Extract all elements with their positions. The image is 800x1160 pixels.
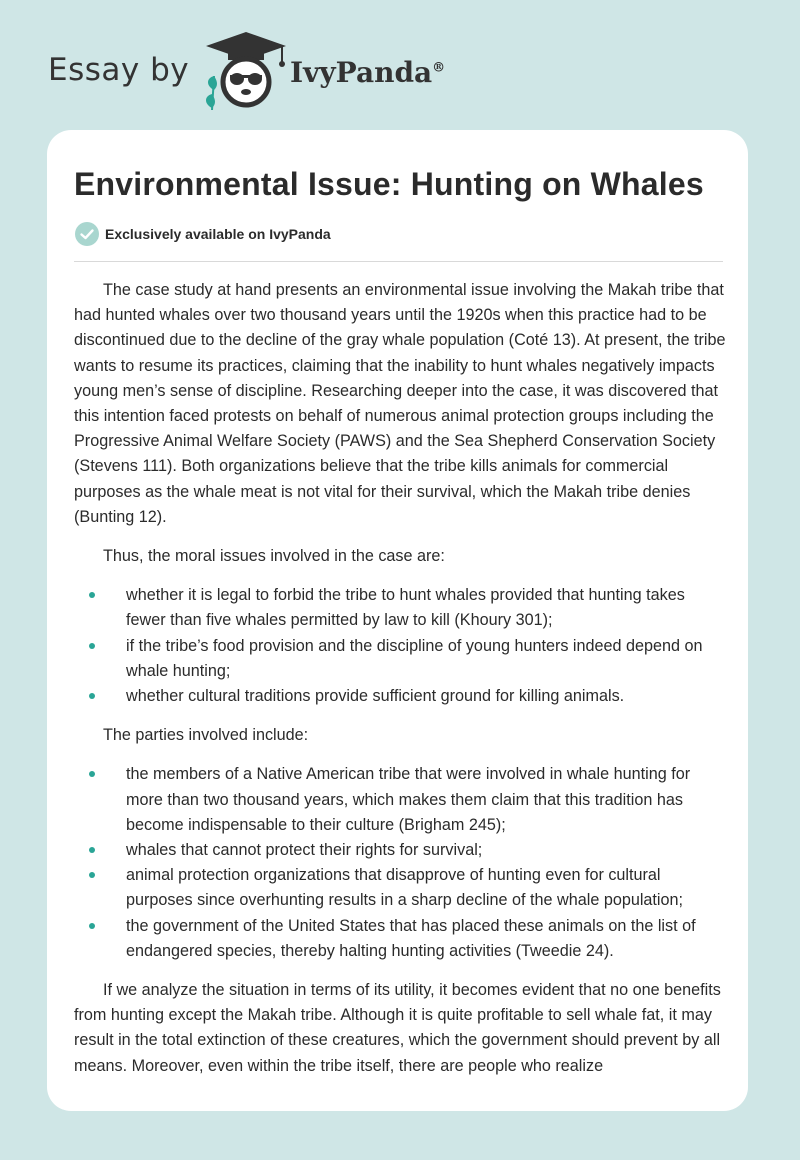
badge-label: Exclusively available on IvyPanda (105, 226, 331, 242)
page-title: Environmental Issue: Hunting on Whales (74, 166, 704, 202)
divider (74, 261, 723, 262)
brand-header (48, 26, 468, 116)
list-item: if the tribe’s food provision and the discipline of young hunters indeed depend on whale hunting; (126, 634, 726, 684)
list-item: the government of the United States that has placed these animals on the list of endangered species, thereby halting hunting activities (Tweedie 24). (126, 914, 726, 964)
brand-name: IvyPanda® (290, 56, 446, 89)
list-item: whether cultural traditions provide sufficient ground for killing animals. (126, 684, 726, 709)
essay-card (47, 130, 748, 1111)
parties-list (74, 762, 726, 964)
list-item: whether it is legal to forbid the tribe to hunt whales provided that hunting takes fewer than five whales permitted by law to kill (Khoury 301); (126, 583, 726, 633)
ivypanda-logo-icon (200, 30, 292, 110)
list-item: animal protection organizations that disapprove of hunting even for cultural purposes since overhunting results in a sharp decline of the whale population; (126, 863, 726, 913)
paragraph: If we analyze the situation in terms of its utility, it becomes evident that no one benefits from hunting except the Makah tribe. Although it is quite profitable to sell whale fat, it may result in the total extinction of these creatures, which the government should prevent by all means. Moreover, even within the tribe itself, there are people who realize (74, 981, 721, 1075)
list-item: whales that cannot protect their rights for survival; (126, 838, 726, 863)
list-item: the members of a Native American tribe that were involved in whale hunting for more than two thousand years, which makes them claim that this tradition has become indispensable to their culture (Brigham 245); (126, 762, 726, 838)
essay-body (74, 278, 726, 1093)
brand-prefix: Essay by (48, 52, 190, 88)
moral-issues-list (74, 583, 726, 709)
paragraph: The parties involved include: (103, 726, 309, 745)
check-circle-icon (75, 222, 99, 246)
paragraph: The case study at hand presents an environmental issue involving the Makah tribe that had hunted whales over two thousand years until the 1920s when this practice had to be discontinued due to the decline of the gray whale population (Coté 13). At present, the tribe wants to resume its practices, claiming that the inability to hunt whales negatively impacts young men’s sense of discipline. Researching deeper into the case, it was discovered that this intention faced protests on behalf of numerous animal protection groups including the Progressive Animal Welfare Society (PAWS) and the Sea Shepherd Conservation Society (Stevens 111). Both organizations believe that the tribe kills animals for commercial purposes as the whale meat is not vital for their survival, which the Makah tribe denies (Bunting 12). (74, 281, 726, 526)
paragraph: Thus, the moral issues involved in the case are: (103, 547, 445, 566)
